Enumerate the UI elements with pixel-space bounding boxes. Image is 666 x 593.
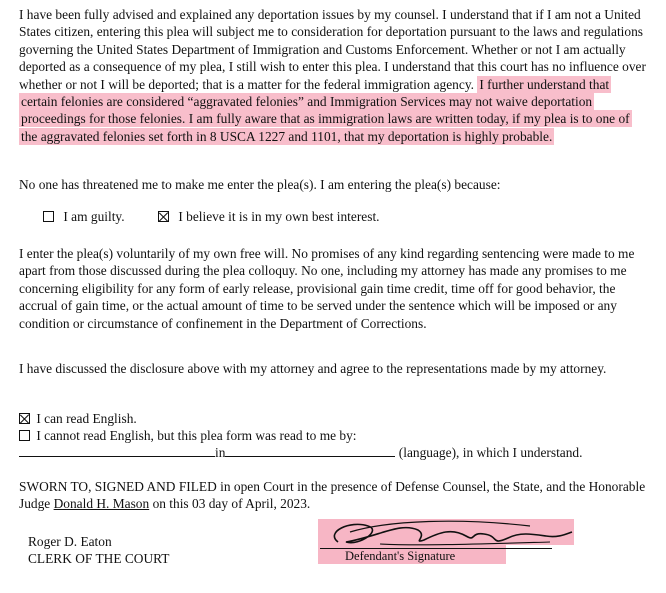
best-interest-label: I believe it is in my own best interest. <box>178 209 380 224</box>
sworn-prefix: SWORN TO, SIGNED AND FILED in open Court in the presence of Defense Counsel, the State, and the Honorable Judge <box>19 479 646 512</box>
signature-label: Defendant's Signature <box>345 549 456 563</box>
plea-reason-options <box>43 208 380 225</box>
reader-name-field[interactable] <box>19 444 215 457</box>
language-field[interactable] <box>225 444 395 457</box>
deportation-advisement <box>19 6 647 145</box>
guilty-checkbox[interactable] <box>43 211 54 222</box>
disclosure-paragraph: I have discussed the disclosure above with my attorney and agree to the representations made by my attorney. <box>19 361 607 376</box>
cannot-read-english-checkbox[interactable] <box>19 430 30 441</box>
guilty-label: I am guilty. <box>63 209 125 224</box>
clerk-title: CLERK OF THE COURT <box>28 551 170 566</box>
sworn-statement <box>19 478 647 513</box>
advisement-text: I have been fully advised and explained any deportation issues by my counsel. I understand that if I am not a United States citizen, entering this plea will subject me to consideration for deportation pursuant to the laws and regulations governing the United States Department of Immigration and Customs Enforcement. Whether or not I am actually deported as a consequence of my plea, I still wish to enter this plea. I understand that this court has no influence over whether or not I will be deported; that is a matter for the federal immigration agency. <box>19 7 646 92</box>
cannot-read-english-label: I cannot read English, but this plea form was read to me by: <box>36 428 357 443</box>
threat-statement: No one has threatened me to make me enter the plea(s). I am entering the plea(s) because: <box>19 177 501 192</box>
highlighted-advisement: I further understand that certain felonies are considered “aggravated felonies” and Immigration Services may not waive deportation proceedings for those felonies. I am fully aware that as immigration laws are written today, if my plea is to one of the aggravated felonies set forth in 8 USCA 1227 and 1101, that my deportation is highly probable. <box>21 76 630 144</box>
clerk-name: Roger D. Eaton <box>28 534 112 549</box>
reader-language-line <box>19 444 582 461</box>
can-read-english-checkbox[interactable] <box>19 413 30 424</box>
sworn-suffix: on this 03 day of April, 2023. <box>152 496 311 512</box>
in-label: in <box>215 445 226 460</box>
best-interest-checkbox[interactable] <box>158 211 169 222</box>
voluntary-plea-paragraph: I enter the plea(s) voluntarily of my own free will. No promises of any kind regarding sentencing were made to me apart from those discussed during the plea colloquy. No one, including my attorney has made any promises to me concerning eligibility for any form of early release, provisional gain time credit, time off for good behavior, the accrual of gain time, or the actual amount of time to be served under the sentence which will be imposed or any condition or circumstance of confinement in the Department of Corrections. <box>19 246 635 331</box>
english-option-can-read <box>19 410 137 427</box>
language-suffix: (language), in which I understand. <box>398 445 583 460</box>
english-option-cannot-read <box>19 427 357 444</box>
can-read-english-label: I can read English. <box>36 411 137 426</box>
judge-name: Donald H. Mason <box>53 496 150 512</box>
